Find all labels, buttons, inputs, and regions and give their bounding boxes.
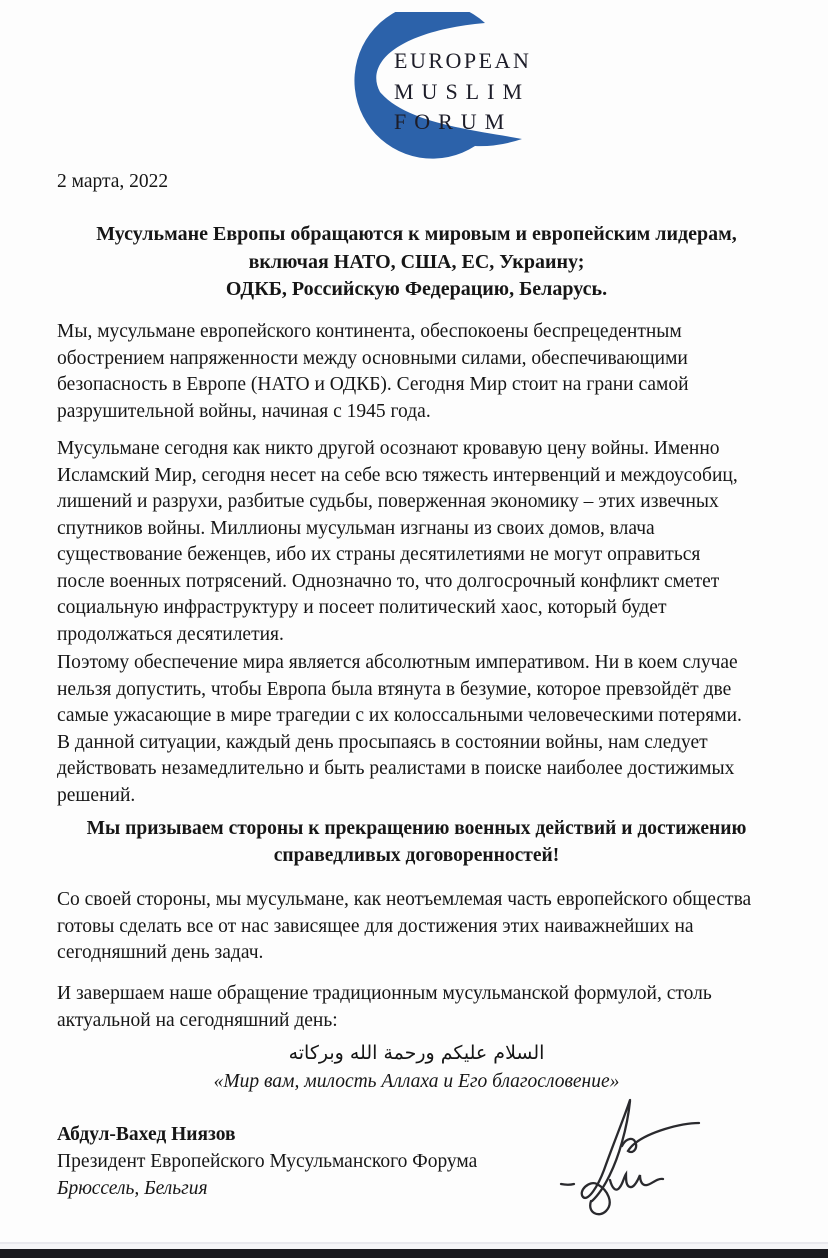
paragraph-5: [57, 981, 797, 1034]
text-line: обострением напряженности между основными силами, обеспечивающими: [57, 347, 688, 369]
text-line: решений.: [57, 784, 136, 806]
paragraph-3: [57, 650, 797, 809]
text-line: социальную инфраструктуру и посеет политический хаос, который будет: [57, 597, 667, 618]
letter-heading: [44, 221, 789, 304]
logo-text-muslim: MUSLIM: [394, 79, 531, 104]
signer-location: Брюссель, Бельгия: [57, 1178, 208, 1199]
signer-name: Абдул-Вахед Ниязов: [57, 1124, 236, 1145]
logo-text-european: EUROPEAN: [394, 48, 532, 73]
text-line: включая НАТО, США, ЕС, Украину;: [248, 250, 585, 273]
text-line: Мусульмане Европы обращаются к мировым и европейским лидерам,: [96, 223, 737, 245]
logo-text-forum: FORUM: [394, 109, 513, 134]
text-line: Со своей стороны, мы мусульмане, как неотъемлемая часть европейского общества: [57, 889, 752, 910]
text-line: справедливых договоренностей!: [273, 844, 560, 866]
text-line: Мы, мусульмане европейского континента, обеспокоены беспрецедентным: [57, 321, 682, 342]
text-line: Исламский Мир, сегодня несет на себе всю тяжесть интервенций и междоусобиц,: [57, 464, 738, 486]
text-line: актуальной на сегодняшний день:: [57, 1009, 338, 1031]
arabic-salutation: السلام عليكم ورحمة الله وبركاته: [288, 1042, 545, 1064]
letter-date: 2 марта, 2022: [57, 171, 169, 192]
text-line: существование беженцев, ибо их страны десятилетиями не могут оправиться: [57, 544, 701, 565]
signer-title: Президент Европейского Мусульманского Форума: [57, 1151, 478, 1172]
text-line: Поэтому обеспечение мира является абсолютным императивом. Ни в коем случае: [57, 652, 738, 673]
signature-block: [57, 1121, 477, 1202]
text-line: безопасность в Европе (НАТО и ОДКБ). Сегодня Мир стоит на грани самой: [57, 374, 689, 395]
text-line: Мусульмане сегодня как никто другой осознают кровавую цену войны. Именно: [57, 438, 720, 459]
call-to-action: [44, 816, 789, 869]
handwritten-signature: [552, 1094, 702, 1224]
text-line: готовы сделать все от нас зависящее для достижения этих наиважнейших на: [57, 915, 694, 937]
text-line: действовать незамедлительно и быть реалистами в поиске наиболее достижимых: [57, 758, 735, 779]
emf-logo: [335, 12, 545, 177]
text-line: спутников войны. Миллионы мусульман изгнаны из своих домов, влача: [57, 517, 655, 539]
text-line: после военных потрясений. Однозначно то, что долгосрочный конфликт сметет: [57, 570, 720, 592]
text-line: разрушительной войны, начиная с 1945 года.: [57, 400, 431, 422]
bottom-ui-bar: [0, 1249, 828, 1258]
salutation-translation: «Мир вам, милость Аллаха и Его благословение»: [213, 1071, 620, 1092]
text-line: Мы призываем стороны к прекращению военных действий и достижению: [86, 818, 747, 839]
text-line: сегодняшний день задач.: [57, 942, 264, 963]
text-line: И завершаем наше обращение традиционным мусульманской формулой, столь: [57, 983, 712, 1004]
text-line: лишений и разрухи, разбитые судьбы, поверженная экономику – этих извечных: [57, 491, 719, 512]
paragraph-2: [57, 436, 797, 648]
text-line: ОДКБ, Российскую Федерацию, Беларусь.: [225, 278, 608, 300]
paragraph-4: [57, 887, 797, 967]
text-line: В данной ситуации, каждый день просыпаясь в состоянии войны, нам следует: [57, 731, 708, 753]
paragraph-1: [57, 319, 797, 425]
text-line: нельзя допустить, чтобы Европа была втянута в безумие, которое превзойдёт две: [57, 678, 732, 700]
text-line: продолжаться десятилетия.: [57, 623, 284, 645]
text-line: самые ужасающие в мире трагедии с их колоссальными человеческими потерями.: [57, 705, 742, 726]
